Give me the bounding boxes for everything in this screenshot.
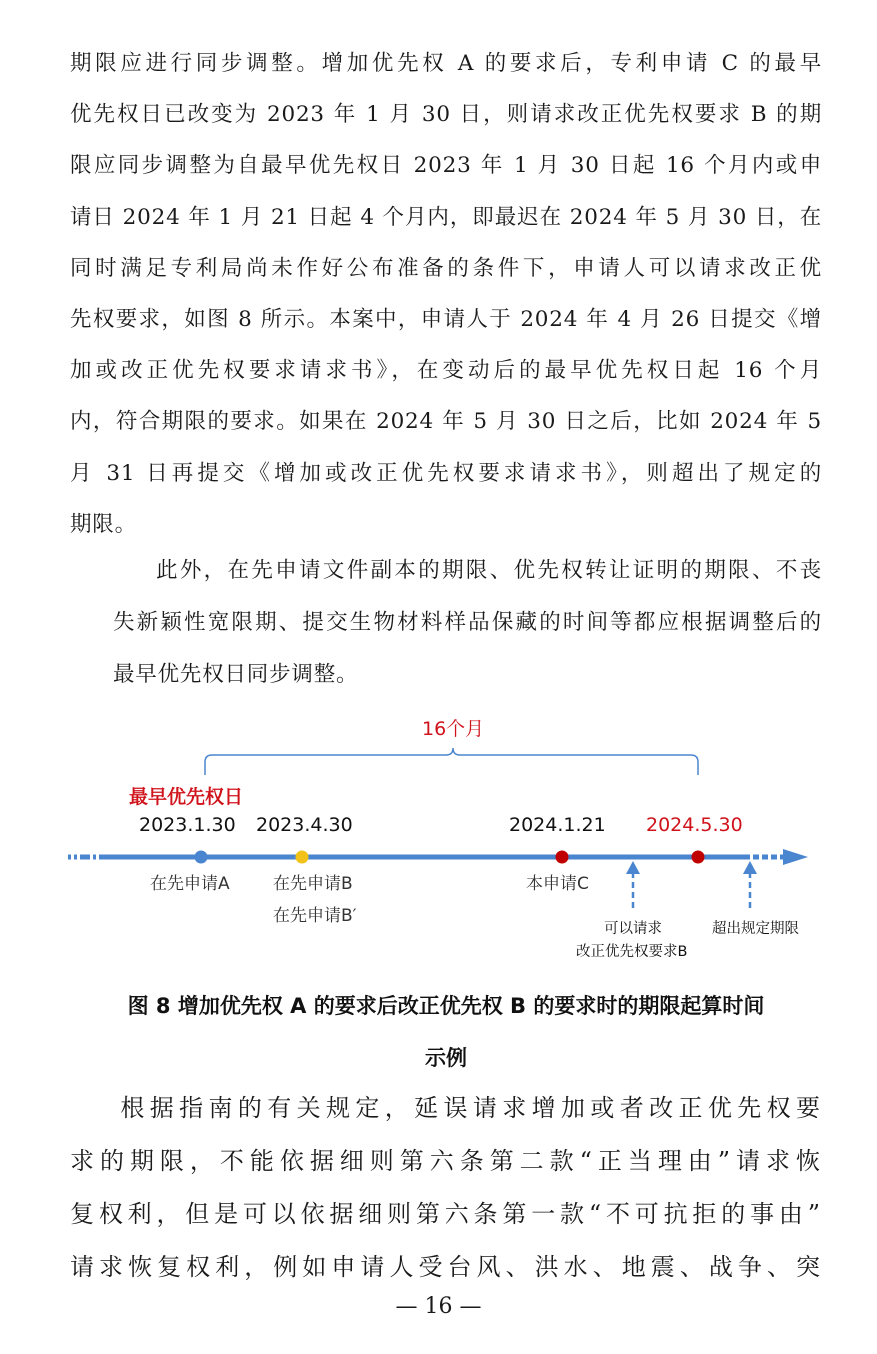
text-line: 加或改正优先权要求请求书》，在变动后的最早优先权日起 16 个月 (70, 358, 822, 384)
text-line: 根据指南的有关规定，延误请求增加或者改正优先权要 (120, 1094, 822, 1122)
page-number: — 16 — (395, 1294, 482, 1319)
text-line: 失新颖性宽限期、提交生物材料样品保藏的时间等都应根据调整后的 (113, 610, 822, 635)
dot-application-b (296, 851, 309, 864)
text-line: 期限。 (70, 511, 137, 537)
span-label: 16个月 (422, 718, 485, 740)
date-label-deadline: 2024.5.30 (646, 814, 743, 836)
text-line: 限应同步调整为自最早优先权日 2023 年 1 月 30 日起 16 个月内或申 (70, 153, 822, 179)
text-line: 最早优先权日同步调整。 (113, 662, 359, 687)
arrow-can-request-head (626, 861, 640, 874)
text-line: 此外，在先申请文件副本的期限、优先权转让证明的期限、不丧 (156, 558, 822, 583)
arrow-exceed-head (743, 861, 757, 874)
span-brace (205, 748, 698, 775)
axis-arrowhead (783, 849, 808, 865)
label-application-b: 在先申请B (273, 874, 353, 894)
date-label: 2023.4.30 (256, 814, 353, 836)
paragraph-3 (70, 1082, 822, 1294)
dot-deadline (692, 851, 705, 864)
caption-line: 示例 (425, 1046, 467, 1070)
dot-application-c (556, 851, 569, 864)
text-line: 月 31 日再提交《增加或改正优先权要求请求书》，则超出了规定的 (70, 460, 822, 486)
earliest-priority-label: 最早优先权日 (129, 786, 244, 808)
dot-application-a (195, 851, 208, 864)
caption-line: 图 8 增加优先权 A 的要求后改正优先权 B 的要求时的期限起算时间 (127, 994, 765, 1018)
text-line: 复权利，但是可以依据细则第六条第一款“不可抗拒的事由” (70, 1200, 822, 1228)
text-line: 请日 2024 年 1 月 21 日起 4 个月内，即最迟在 2024 年 5 月 30 日，在 (70, 204, 822, 230)
text-line: 内，符合期限的要求。如果在 2024 年 5 月 30 日之后，比如 2024 年 5 (70, 409, 822, 435)
label-can-request-1: 可以请求 (604, 921, 662, 937)
label-application-a: 在先申请A (150, 874, 230, 894)
text-line: 优先权日已改变为 2023 年 1 月 30 日，则请求改正优先权要求 B 的期 (70, 102, 822, 128)
text-line: 求的期限，不能依据细则第六条第二款“正当理由”请求恢 (70, 1147, 822, 1175)
timeline-figure (0, 700, 877, 970)
text-line: 期限应进行同步调整。增加优先权 A 的要求后，专利申请 C 的最早 (70, 51, 822, 76)
label-can-request-2: 改正优先权要求B (576, 944, 688, 960)
label-application-b-prime: 在先申请B′ (273, 906, 357, 926)
text-line: 同时满足专利局尚未作好公布准备的条件下，申请人可以请求改正优 (70, 255, 822, 281)
date-label: 2024.1.21 (509, 814, 606, 836)
figure-caption (70, 980, 822, 1084)
text-line: 先权要求，如图 8 所示。本案中，申请人于 2024 年 4 月 26 日提交《增 (70, 307, 822, 333)
date-label: 2023.1.30 (139, 814, 236, 836)
paragraph-2 (70, 545, 822, 701)
label-application-c: 本申请C (526, 874, 589, 894)
paragraph-1 (70, 38, 822, 550)
text-line: 请求恢复权利，例如申请人受台风、洪水、地震、战争、突 (70, 1253, 822, 1281)
label-exceed: 超出规定期限 (712, 921, 799, 937)
